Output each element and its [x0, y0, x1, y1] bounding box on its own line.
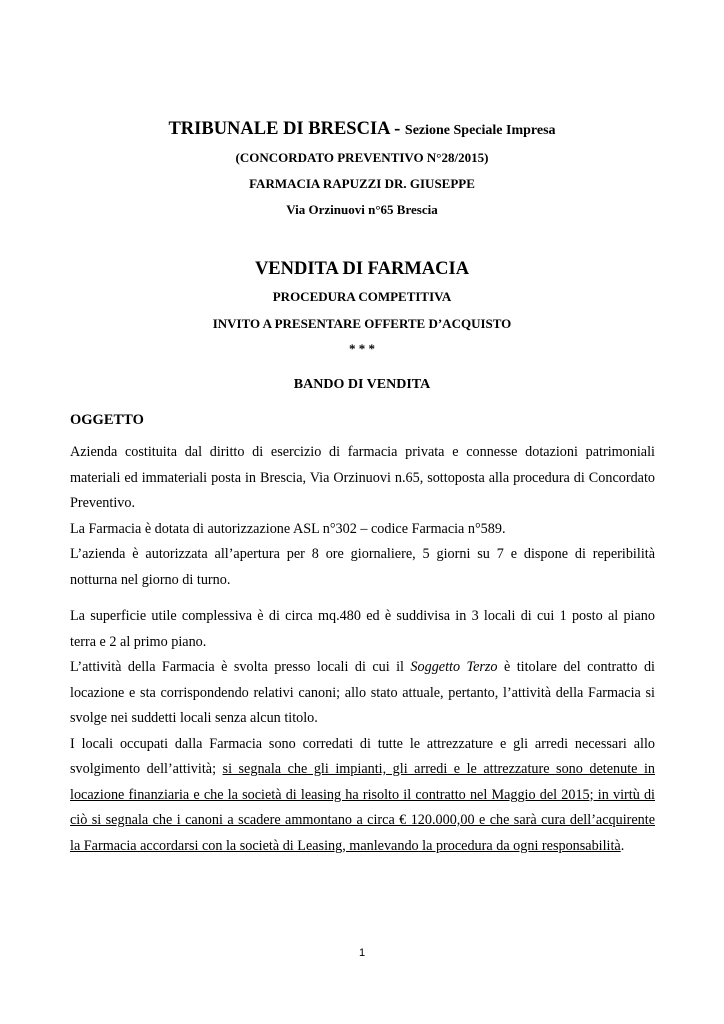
paragraph-line: terra e 2 al primo piano.	[70, 633, 207, 650]
paragraph-premises-description	[70, 604, 655, 859]
offer-invitation: INVITO A PRESENTARE OFFERTE D’ACQUISTO	[212, 316, 512, 331]
separator-stars: * * *	[349, 341, 375, 356]
paragraph-line: La superficie utile complessiva è di circa mq.480 ed è suddivisa in 3 locali di cui 1 posto al piano	[70, 608, 655, 624]
section-heading-oggetto: OGGETTO	[70, 412, 144, 428]
paragraph-line: La Farmacia è dotata di autorizzazione ASL n°302 – codice Farmacia n°589.	[70, 520, 506, 537]
paragraph-line: Preventivo.	[70, 495, 136, 511]
paragraph-line: Azienda costituita dal diritto di esercizio di farmacia privata e connesse dotazioni patrimoniali	[70, 444, 655, 460]
document-title: VENDITA DI FARMACIA	[254, 259, 470, 279]
paragraph-line: notturna nel giorno di turno.	[70, 571, 231, 588]
paragraph-line: I locali occupati dalla Farmacia sono corredati di tutte le attrezzature e gli arredi necessari allo	[70, 735, 655, 752]
company-name: FARMACIA RAPUZZI DR. GIUSEPPE	[249, 176, 475, 191]
paragraph-object-description	[70, 440, 655, 593]
paragraph-line: L’azienda è autorizzata all’apertura per 8 ore giornaliere, 5 giorni su 7 e dispone di reperibilità	[70, 546, 655, 562]
court-heading	[0, 118, 724, 142]
paragraph-line	[70, 757, 655, 783]
underlined-text: si segnala che gli impianti, gli arredi e le attrezzature sono detenute in	[222, 761, 655, 777]
procedure-number: (CONCORDATO PREVENTIVO N°28/2015)	[235, 150, 489, 165]
paragraph-line: materiali ed immateriali posta in Brescia, Via Orzinuovi n.65, sottoposta alla procedura di Concordato	[70, 469, 655, 486]
court-name: TRIBUNALE DI BRESCIA -	[168, 119, 405, 139]
paragraph-line	[70, 655, 655, 681]
italic-term: Soggetto Terzo	[410, 659, 498, 675]
underlined-line: ciò si segnala che i canoni a scadere ammontano a circa € 120.000,00 e che sarà cura dell’acquirente	[70, 812, 655, 828]
text-run: è titolare del contratto di	[497, 659, 655, 675]
text-run: L’attività della Farmacia è svolta presso locali di cui il	[70, 659, 411, 675]
paragraph-line: locazione e sta corrispondendo relativi canoni; allo stato attuale, pertanto, l’attività della Farmacia si	[70, 684, 655, 701]
bando-heading: BANDO DI VENDITA	[293, 377, 431, 392]
court-section: Sezione Speciale Impresa	[404, 123, 556, 138]
underlined-text: la Farmacia accordarsi con la società di Leasing, manlevando la procedura da ogni responsabilità	[70, 837, 621, 854]
text-run: .	[620, 837, 625, 854]
procedure-type: PROCEDURA COMPETITIVA	[272, 289, 452, 304]
page-number: 1	[358, 947, 366, 959]
paragraph-line: svolge nei suddetti locali senza alcun titolo.	[70, 710, 318, 726]
underlined-line: locazione finanziaria e che la società di leasing ha risolto il contratto nel Maggio del 2015; in virtù di	[70, 786, 655, 803]
paragraph-line	[70, 834, 655, 860]
company-address: Via Orzinuovi n°65 Brescia	[286, 202, 438, 217]
text-run: svolgimento dell’attività;	[70, 761, 223, 777]
